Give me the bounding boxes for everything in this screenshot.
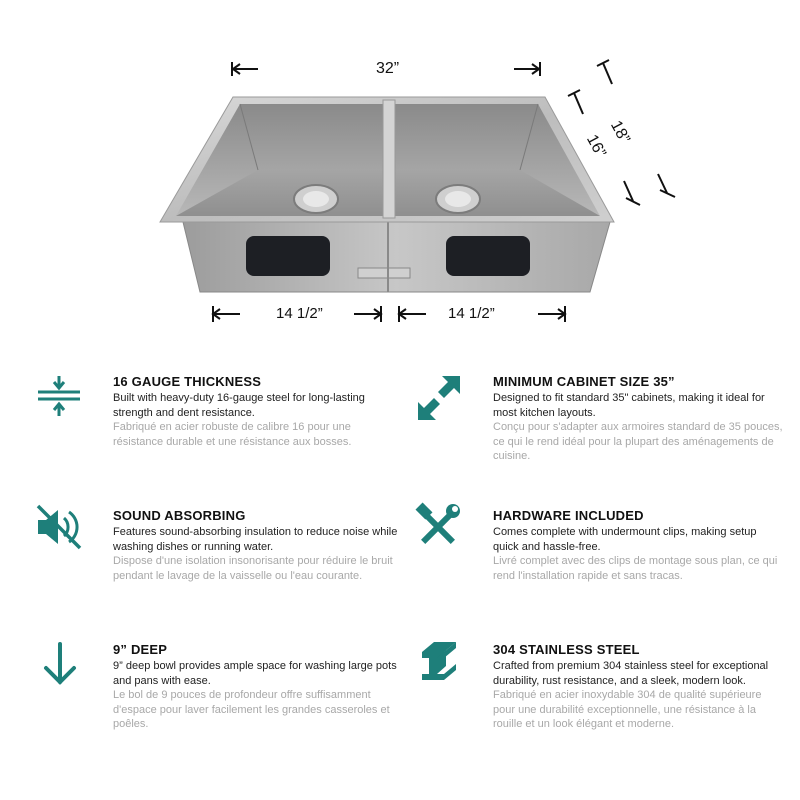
feature-sound-absorbing xyxy=(113,508,403,583)
tools-icon xyxy=(413,502,463,552)
feature-description-fr: Fabriqué en acier robuste de calibre 16 pour une résistance durable et une résistance aux bosses. xyxy=(113,421,352,448)
feature-title: 304 STAINLESS STEEL xyxy=(493,642,640,657)
feature-description-fr: Conçu pour s'adapter aux armoires standard de 35 pouces, ce qui le rend idéal pour la plupart des aménagements de cuisine. xyxy=(493,421,783,462)
feature-title: 16 GAUGE THICKNESS xyxy=(113,374,262,389)
feature-304-stainless xyxy=(493,642,783,732)
crosshair-thickness-icon xyxy=(34,372,84,422)
insulation-pad-left xyxy=(246,236,330,276)
feature-16-gauge xyxy=(113,374,403,449)
feature-description-fr: Le bol de 9 pouces de profondeur offre suffisamment d'espace pour laver facilement les grandes casseroles et poêles. xyxy=(113,689,390,730)
depth-inner-label: 16” xyxy=(582,132,609,161)
expand-arrows-icon xyxy=(414,374,464,424)
bowl-width-left-label: 14 1/2” xyxy=(276,305,323,322)
feature-description-fr: Fabriqué en acier inoxydable 304 de qualité supérieure pour une durabilité exceptionnelle, une résistance à la rouille et un look élégant et moderne. xyxy=(493,689,762,730)
feature-description-en: Crafted from premium 304 stainless steel for exceptional durability, rust resistance, and a sleek, modern look. xyxy=(493,660,769,687)
feature-description-en: Built with heavy-duty 16-gauge steel for long-lasting strength and dent resistance. xyxy=(113,392,365,419)
feature-title: HARDWARE INCLUDED xyxy=(493,508,644,523)
feature-title: 9” DEEP xyxy=(113,642,168,657)
feature-description-en: Designed to fit standard 35" cabinets, making it ideal for most kitchen layouts. xyxy=(493,392,765,419)
bowl-divider xyxy=(383,100,395,218)
mounting-clip xyxy=(358,268,410,278)
sink-front-panel xyxy=(183,222,610,292)
feature-description-fr: Dispose d'une isolation insonorisante pour réduire le bruit pendant le lavage de la vaisselle ou l'eau courante. xyxy=(113,555,393,582)
down-arrow-icon xyxy=(36,640,86,690)
steel-beam-icon xyxy=(414,636,464,686)
feature-title: SOUND ABSORBING xyxy=(113,508,246,523)
feature-cabinet-size xyxy=(493,374,783,464)
feature-title: MINIMUM CABINET SIZE 35” xyxy=(493,374,675,389)
sound-muted-icon xyxy=(34,502,84,552)
feature-hardware xyxy=(493,508,783,583)
feature-description-en: Comes complete with undermount clips, making setup quick and hassle-free. xyxy=(493,526,757,553)
width-label: 32” xyxy=(376,60,400,77)
feature-9-deep xyxy=(113,642,403,732)
depth-outer-label: 18” xyxy=(606,118,633,147)
bowl-width-right-label: 14 1/2” xyxy=(448,305,495,322)
feature-description-en: 9” deep bowl provides ample space for washing large pots and pans with ease. xyxy=(113,660,397,687)
sink-product-image xyxy=(0,0,800,340)
feature-description-fr: Livré complet avec des clips de montage sous plan, ce qui rend l'installation rapide et sans tracas. xyxy=(493,555,778,582)
bowl-width-dimension xyxy=(213,306,565,322)
insulation-pad-right xyxy=(446,236,530,276)
feature-description-en: Features sound-absorbing insulation to reduce noise while washing dishes or running water. xyxy=(113,526,398,553)
